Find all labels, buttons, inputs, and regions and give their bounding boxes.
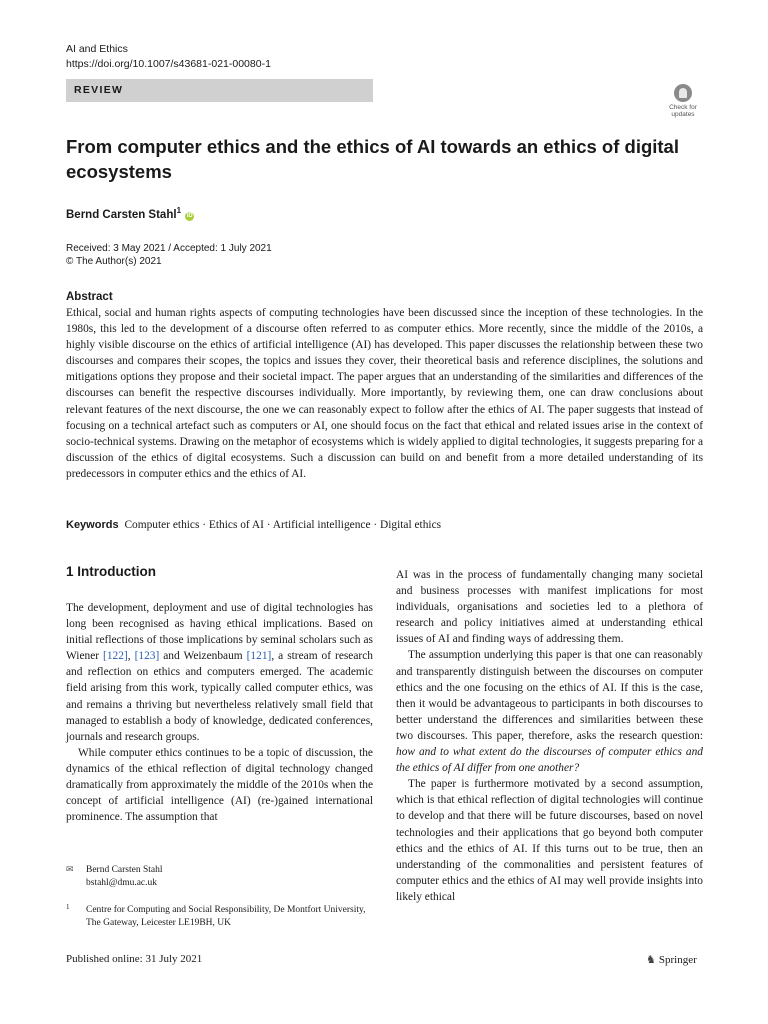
orcid-icon[interactable]: iD — [186, 212, 193, 219]
author-affil-sup: 1 — [176, 206, 182, 215]
intro-paragraph-2: While computer ethics continues to be a topic of discussion, the dynamics of the ethical reflection of digital technology changed dramatically from approximately the middle of the 2010s when the concept of artificial intelligence (AI) (re-)gained international prominence. The assumption that — [66, 746, 373, 824]
corresponding-author-note — [66, 864, 163, 890]
author-name[interactable]: Bernd Carsten Stahl — [66, 208, 177, 221]
intro-p4-text: The assumption underlying this paper is that one can reasonably and transparently distinguish between the discourses on computer ethics and the one focusing on the ethics of AI. If this is the case, then it would be advantageous to participants in both discourses to better understand the differences and similarities between these two discourses. This paper, therefore, asks the research question: — [396, 649, 703, 742]
journal-name: AI and Ethics — [66, 43, 128, 55]
springer-horse-icon: ♞ — [646, 953, 656, 966]
intro-paragraph-1 — [66, 600, 373, 745]
publisher-name: Springer — [658, 954, 697, 966]
intro-paragraph-5: The paper is furthermore motivated by a second assumption, which is that ethical reflection of digital technologies will continue to develop and that there will be future discourses, based on novel technologies and their applications that go beyond both computer ethics and the ethics of AI. If this turns out to be true, then an understanding of the commonalities and persistent features of computer ethics and the ethics of AI may well provide insights into likely ethical — [396, 778, 703, 903]
intro-p1-text-b: and Weizenbaum — [159, 650, 247, 663]
research-question: how and to what extent do the discourses of computer ethics and the ethics of AI differ from one another? — [396, 746, 703, 775]
envelope-icon: ✉ — [66, 865, 74, 875]
contact-email[interactable]: bstahl@dmu.ac.uk — [86, 878, 158, 888]
contact-name: Bernd Carsten Stahl — [86, 865, 163, 875]
keywords-list: Computer ethics · Ethics of AI · Artificial intelligence · Digital ethics — [124, 519, 442, 531]
affiliation-note — [66, 904, 366, 930]
abstract-heading: Abstract — [66, 291, 113, 303]
citation-link-122[interactable]: [122] — [103, 650, 128, 663]
bookmark-icon — [674, 84, 692, 102]
abstract-text: Ethical, social and human rights aspects of computing technologies have been discussed since the inception of these technologies. In the 1980s, this led to the development of a discourse often referred to as computer ethics. More recently, since the middle of the 2010s, a highly visible discourse on the ethics of artificial intelligence (AI) has developed. This paper discusses the relationship between these two discourses and compares their scopes, the topics and issues they cover, their theoretical basis and reference disciplines, the solutions and mitigations options they propose and their societal impact. The paper argues that an understanding of the similarities and differences of the discourses can benefit the respective discourses individually. More importantly, by reviewing them, one can draw conclusions about relevant features of the next discourse, the one we can reasonably expect to follow after the ethics of AI. The paper suggests that instead of focusing on a technical artefact such as computers or AI, one should focus on the fact that ethical and related issues arise in the context of socio-technical systems. Drawing on the metaphor of ecosystems which is widely applied to digital technologies, it suggests preparing for a discussion of the ethics of digital ecosystems. Such a discussion can build on and benefit from a more detailed understanding of its predecessors in computer ethics and the ethics of AI. — [66, 307, 703, 480]
citation-link-123[interactable]: [123] — [134, 650, 160, 663]
doi-link[interactable]: https://doi.org/10.1007/s43681-021-00080-1 — [66, 58, 271, 70]
check-for-updates-badge[interactable] — [663, 84, 703, 124]
keywords-label: Keywords — [66, 519, 119, 531]
keywords-line — [66, 518, 441, 533]
check-badge-text-2: updates — [671, 111, 695, 118]
author-line — [66, 204, 194, 222]
intro-p1-text-a: The development, deployment and use of digital technologies has long been recognised as having ethical implications. Based on initial reflections of those implications by seminal scholars such as Wiener — [66, 602, 373, 663]
left-column — [66, 600, 373, 825]
paper-title: From computer ethics and the ethics of AI towards an ethics of digital ecosystems — [66, 136, 679, 182]
intro-p1-sep: , — [127, 650, 135, 663]
published-online-date: Published online: 31 July 2021 — [66, 953, 203, 965]
affiliation-text: Centre for Computing and Social Responsibility, De Montfort University, The Gateway, Leicester LE19BH, UK — [86, 905, 366, 928]
section-heading-introduction: 1 Introduction — [66, 564, 156, 579]
intro-p1-text-c: , a stream of research and reflection on ethics and computers emerged. The academic field arising from this work, typically called computer ethics, was and remains a thriving but nevertheless relatively small field that managed to establish a body of knowledge, dedicated conferences, journals and research groups. — [66, 650, 373, 743]
intro-paragraph-3: AI was in the process of fundamentally changing many societal and business processes with manifest implications for most individuals, organisations and societies led to a plethora of research and policy initiatives aimed at understanding ethical issues of AI and finding ways of addressing them. — [396, 569, 703, 646]
intro-paragraph-4 — [396, 647, 703, 776]
check-badge-text-1: Check for — [669, 104, 697, 111]
article-type-banner: REVIEW — [66, 79, 373, 102]
copyright-notice: © The Author(s) 2021 — [66, 256, 162, 267]
received-dates: Received: 3 May 2021 / Accepted: 1 July 2021 — [66, 243, 272, 254]
right-column — [396, 567, 703, 905]
publisher-logo — [646, 953, 697, 966]
citation-link-121[interactable]: [121] — [246, 650, 272, 663]
affiliation-number: 1 — [66, 903, 70, 911]
